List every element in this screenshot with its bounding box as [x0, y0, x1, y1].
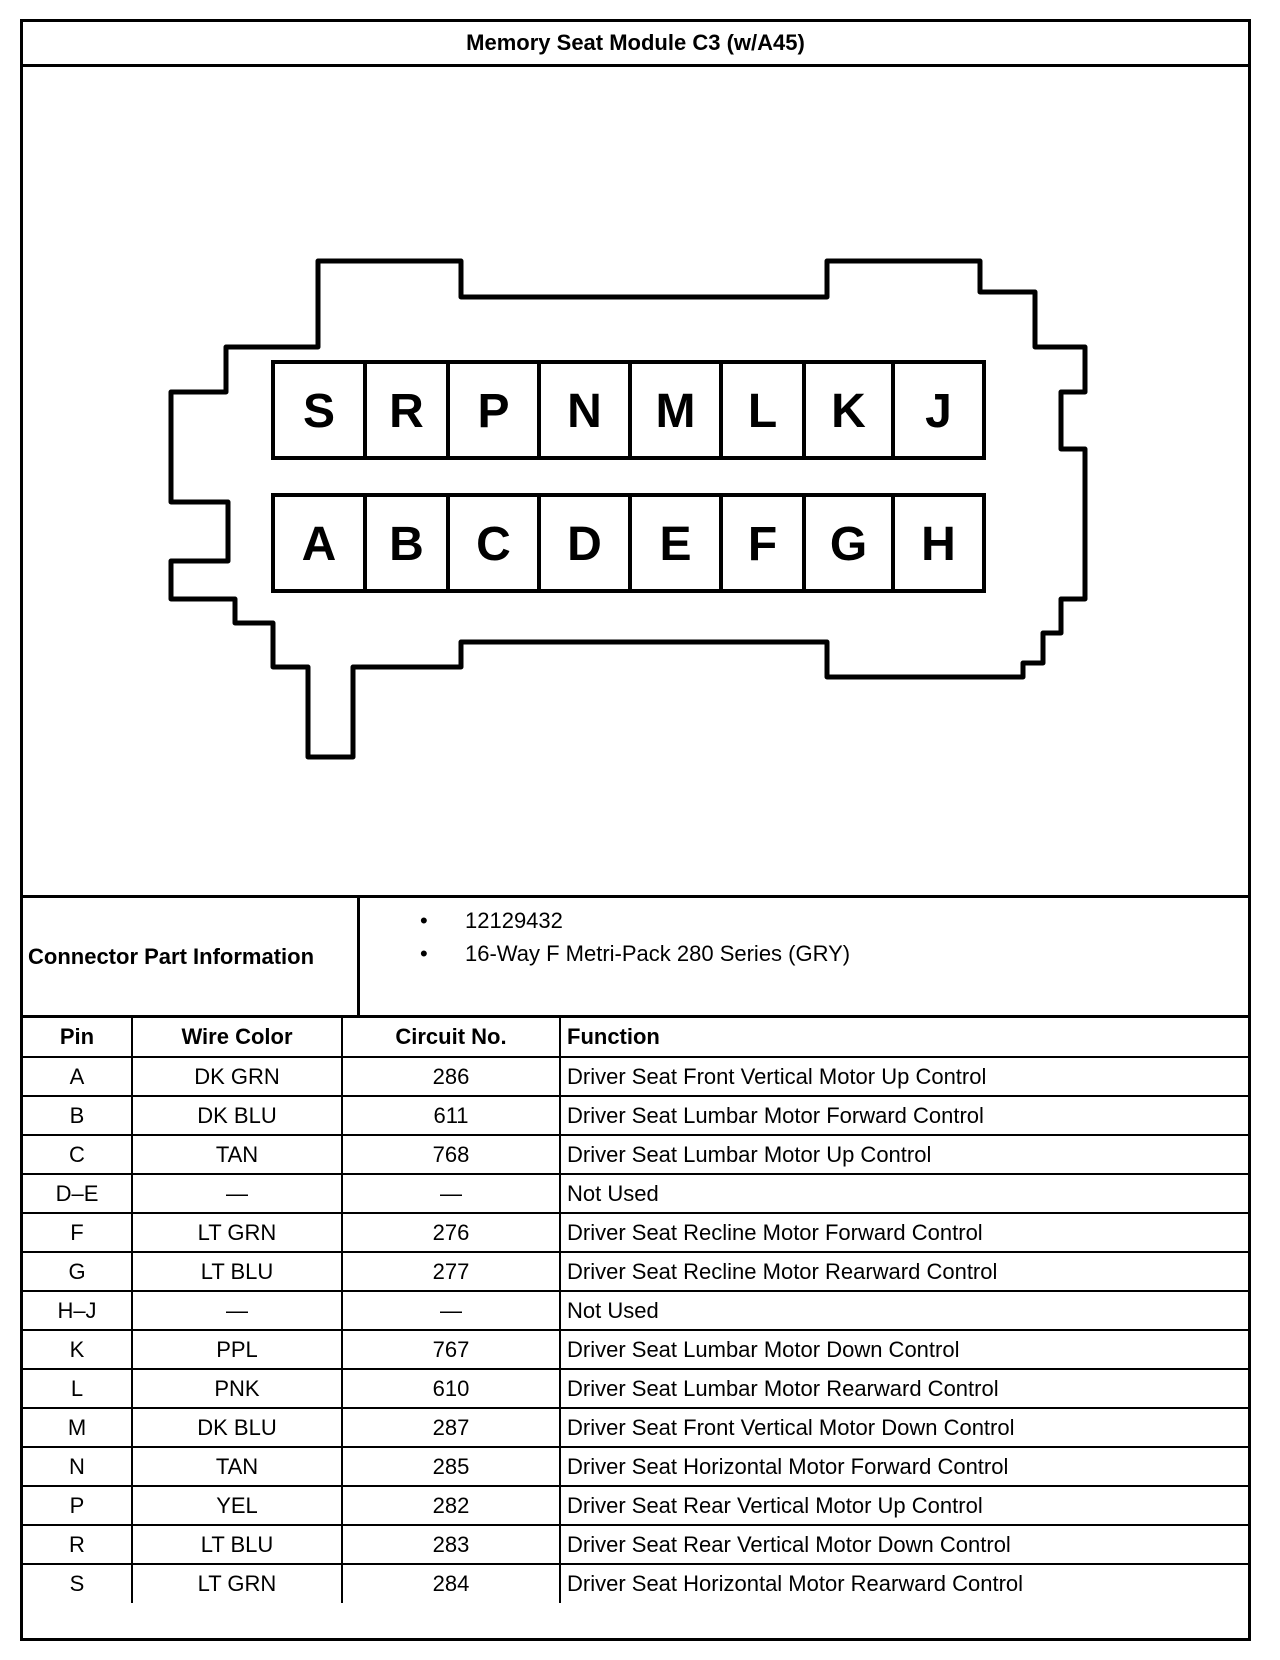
circuit-cell: — — [342, 1174, 560, 1213]
pin-label: B — [389, 518, 424, 571]
pin-label: N — [567, 385, 602, 438]
header-wire-color: Wire Color — [132, 1018, 342, 1057]
part-info-item: • 12129432 — [360, 904, 1248, 937]
pin-label: M — [655, 385, 696, 438]
function-cell: Driver Seat Lumbar Motor Up Control — [560, 1135, 1248, 1174]
circuit-cell: 767 — [342, 1330, 560, 1369]
wire-color-cell: LT GRN — [132, 1564, 342, 1603]
table-row — [23, 1135, 1248, 1174]
pin-cell: S — [23, 1564, 132, 1603]
wire-color-cell: LT GRN — [132, 1213, 342, 1252]
function-cell: Driver Seat Rear Vertical Motor Down Control — [560, 1525, 1248, 1564]
pin-cell: R — [23, 1525, 132, 1564]
function-cell: Not Used — [560, 1174, 1248, 1213]
circuit-cell: 283 — [342, 1525, 560, 1564]
circuit-cell: 282 — [342, 1486, 560, 1525]
circuit-cell: — — [342, 1291, 560, 1330]
table-row — [23, 1174, 1248, 1213]
header-circuit-no: Circuit No. — [342, 1018, 560, 1057]
function-cell: Driver Seat Front Vertical Motor Down Control — [560, 1408, 1248, 1447]
circuit-cell: 285 — [342, 1447, 560, 1486]
circuit-cell: 611 — [342, 1096, 560, 1135]
wire-color-cell: PNK — [132, 1369, 342, 1408]
table-row — [23, 1252, 1248, 1291]
wire-color-cell: PPL — [132, 1330, 342, 1369]
pin-label: P — [477, 385, 510, 438]
pin-label: R — [389, 385, 424, 438]
pin-label: C — [476, 518, 511, 571]
table-row — [23, 1330, 1248, 1369]
part-info-list — [360, 904, 1248, 970]
table-row — [23, 1525, 1248, 1564]
connector-sheet — [20, 19, 1251, 1641]
pin-cell: A — [23, 1057, 132, 1096]
table-row — [23, 1096, 1248, 1135]
wire-color-cell: DK BLU — [132, 1096, 342, 1135]
pin-label: G — [829, 518, 868, 571]
connector-face-svg — [23, 67, 1248, 895]
pin-cell: G — [23, 1252, 132, 1291]
table-row — [23, 1408, 1248, 1447]
pin-label: E — [659, 518, 692, 571]
circuit-cell: 276 — [342, 1213, 560, 1252]
pin-label: J — [925, 385, 952, 438]
wire-color-cell: YEL — [132, 1486, 342, 1525]
wire-color-cell: — — [132, 1291, 342, 1330]
wire-color-cell: LT BLU — [132, 1252, 342, 1291]
pin-cell: K — [23, 1330, 132, 1369]
table-row — [23, 1564, 1248, 1603]
connector-row-top — [273, 362, 984, 458]
circuit-cell: 286 — [342, 1057, 560, 1096]
header-pin: Pin — [23, 1018, 132, 1057]
pin-cell: D–E — [23, 1174, 132, 1213]
pin-label: H — [921, 518, 956, 571]
function-cell: Driver Seat Recline Motor Rearward Control — [560, 1252, 1248, 1291]
function-cell: Not Used — [560, 1291, 1248, 1330]
circuit-cell: 287 — [342, 1408, 560, 1447]
pinout-table — [23, 1018, 1248, 1603]
pin-cell: N — [23, 1447, 132, 1486]
part-info-item: • 16-Way F Metri-Pack 280 Series (GRY) — [360, 937, 1248, 970]
pin-label: S — [302, 385, 336, 438]
circuit-cell: 610 — [342, 1369, 560, 1408]
pin-cell: F — [23, 1213, 132, 1252]
pin-cell: P — [23, 1486, 132, 1525]
connector-part-info — [23, 898, 1248, 1018]
function-cell: Driver Seat Recline Motor Forward Control — [560, 1213, 1248, 1252]
function-cell: Driver Seat Front Vertical Motor Up Control — [560, 1057, 1248, 1096]
header-function: Function — [560, 1018, 1248, 1057]
circuit-cell: 284 — [342, 1564, 560, 1603]
table-row — [23, 1291, 1248, 1330]
pin-label: L — [747, 385, 778, 438]
wire-color-cell: DK BLU — [132, 1408, 342, 1447]
page-title: Memory Seat Module C3 (w/A45) — [23, 22, 1248, 67]
table-row — [23, 1213, 1248, 1252]
connector-diagram — [23, 67, 1248, 898]
table-row — [23, 1486, 1248, 1525]
pin-cell: M — [23, 1408, 132, 1447]
function-cell: Driver Seat Lumbar Motor Forward Control — [560, 1096, 1248, 1135]
pin-label: F — [747, 518, 778, 571]
function-cell: Driver Seat Horizontal Motor Rearward Control — [560, 1564, 1248, 1603]
pin-cell: C — [23, 1135, 132, 1174]
function-cell: Driver Seat Lumbar Motor Rearward Control — [560, 1369, 1248, 1408]
pin-label: A — [301, 518, 337, 571]
function-cell: Driver Seat Lumbar Motor Down Control — [560, 1330, 1248, 1369]
pin-cell: B — [23, 1096, 132, 1135]
wire-color-cell: TAN — [132, 1447, 342, 1486]
table-header-row — [23, 1018, 1248, 1057]
function-cell: Driver Seat Horizontal Motor Forward Control — [560, 1447, 1248, 1486]
part-info-label: Connector Part Information — [23, 898, 360, 1015]
function-cell: Driver Seat Rear Vertical Motor Up Control — [560, 1486, 1248, 1525]
pin-cell: L — [23, 1369, 132, 1408]
pin-label: K — [831, 385, 866, 438]
connector-row-bottom — [273, 495, 984, 591]
pin-cell: H–J — [23, 1291, 132, 1330]
wire-color-cell: TAN — [132, 1135, 342, 1174]
wire-color-cell: LT BLU — [132, 1525, 342, 1564]
wire-color-cell: — — [132, 1174, 342, 1213]
table-row — [23, 1369, 1248, 1408]
pin-label: D — [567, 518, 602, 571]
table-row — [23, 1057, 1248, 1096]
circuit-cell: 768 — [342, 1135, 560, 1174]
circuit-cell: 277 — [342, 1252, 560, 1291]
table-row — [23, 1447, 1248, 1486]
wire-color-cell: DK GRN — [132, 1057, 342, 1096]
